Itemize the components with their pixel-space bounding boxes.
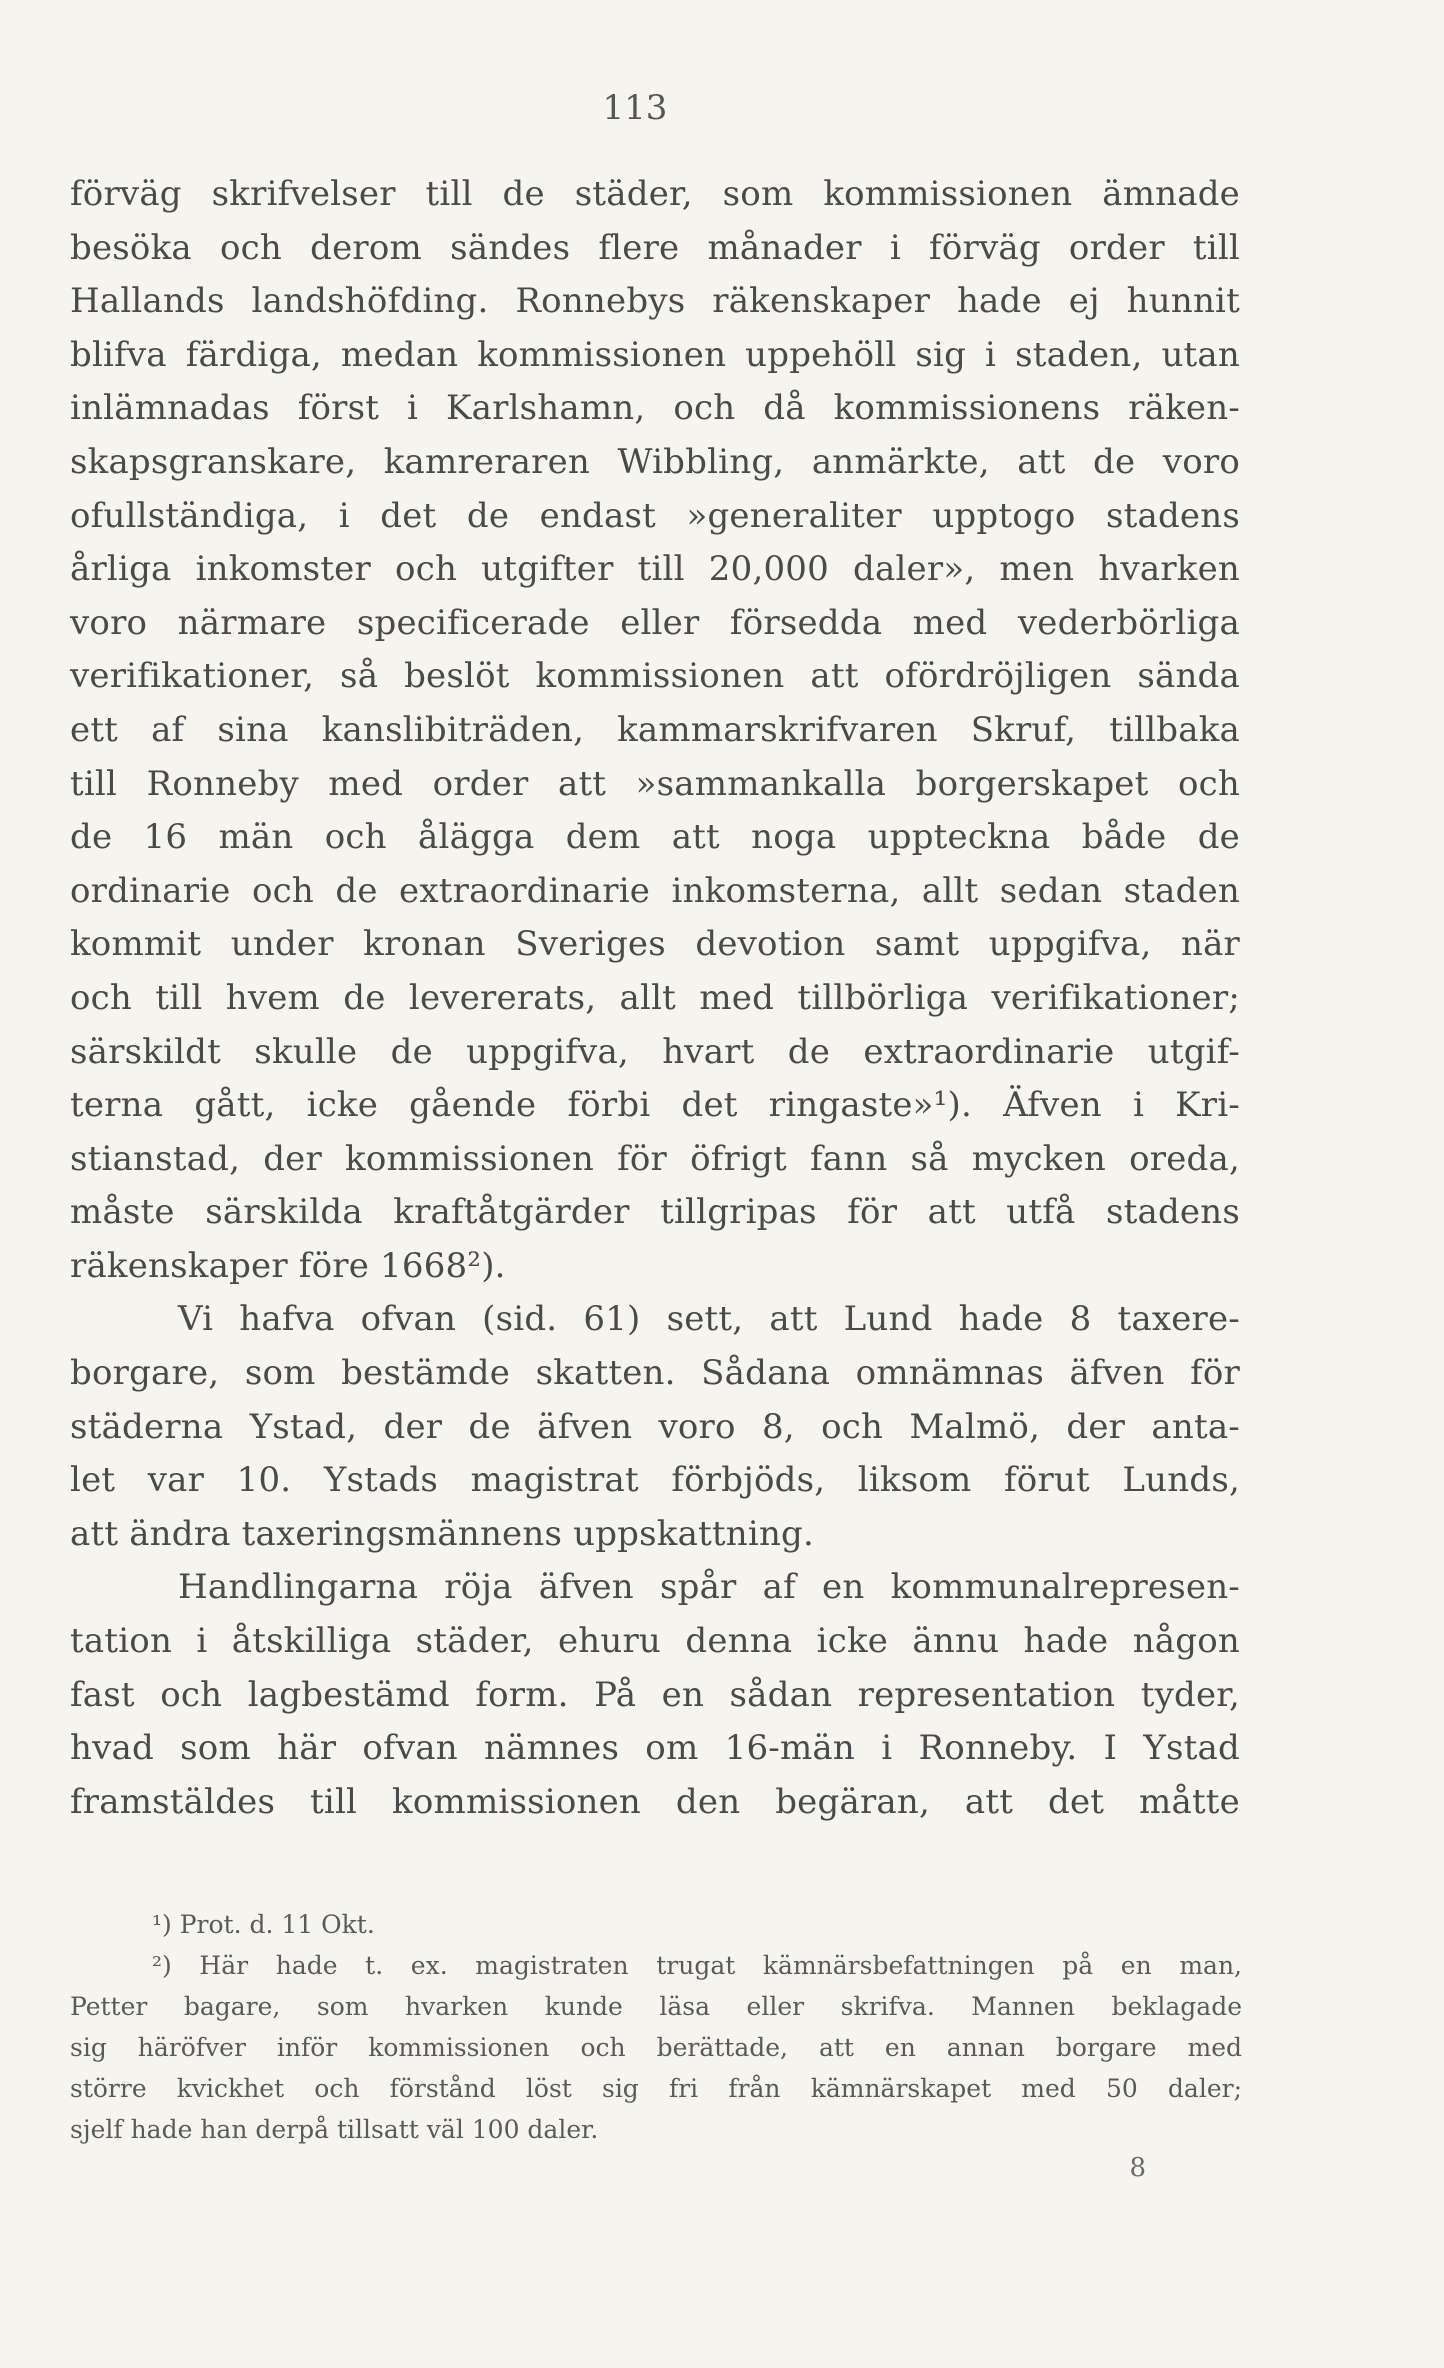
- text-line: framstäldes till kommissionen den begäran, att det måtte: [70, 1781, 1240, 1822]
- text-line: tation i åtskilliga städer, ehuru denna icke ännu hade någon: [70, 1621, 1240, 1662]
- text-line: Vi hafva ofvan (sid. 61) sett, att Lund hade 8 taxere-: [178, 1299, 1240, 1340]
- text-line: stianstad, der kommissionen för öfrigt fann så mycken oreda,: [70, 1138, 1240, 1179]
- text-line: ett af sina kanslibiträden, kammarskrifvaren Skruf, tillbaka: [70, 709, 1240, 750]
- text-line: kommit under kronan Sveriges devotion samt uppgifva, när: [70, 924, 1240, 965]
- body-text: [70, 168, 1240, 1829]
- footnote-line: sig häröfver inför kommissionen och berättade, att en annan borgare med: [70, 2033, 1242, 2062]
- text-line: borgare, som bestämde skatten. Sådana omnämnas äfven för: [70, 1353, 1240, 1394]
- text-line: årliga inkomster och utgifter till 20,000 daler», men hvarken: [70, 549, 1240, 590]
- text-line: de 16 män och ålägga dem att noga uppteckna både de: [70, 817, 1240, 858]
- text-line: besöka och derom sändes flere månader i förväg order till: [70, 227, 1240, 268]
- text-line: hvad som här ofvan nämnes om 16-män i Ronneby. I Ystad: [70, 1728, 1240, 1769]
- text-line: fast och lagbestämd form. På en sådan representation tyder,: [70, 1674, 1240, 1715]
- text-line: Hallands landshöfding. Ronnebys räkenskaper hade ej hunnit: [70, 281, 1240, 322]
- text-line: städerna Ystad, der de äfven voro 8, och Malmö, der anta-: [70, 1406, 1240, 1447]
- footnote-line: större kvickhet och förstånd löst sig fri från kämnärskapet med 50 daler;: [70, 2074, 1242, 2103]
- text-line: ordinarie och de extraordinarie inkomsterna, allt sedan staden: [70, 870, 1240, 911]
- text-line: ofullständiga, i det de endast »generaliter upptogo stadens: [70, 495, 1240, 536]
- text-line: let var 10. Ystads magistrat förbjöds, liksom förut Lunds,: [70, 1460, 1240, 1501]
- text-line: inlämnadas först i Karlshamn, och då kommissionens räken-: [70, 388, 1240, 429]
- text-line: och till hvem de levererats, allt med tillbörliga verifikationer;: [70, 977, 1240, 1018]
- text-line: förväg skrifvelser till de städer, som kommissionen ämnade: [70, 174, 1240, 214]
- footnote-line: ²) Här hade t. ex. magistraten trugat kämnärsbefattningen på en man,: [152, 1951, 1242, 1980]
- text-line: skapsgranskare, kamreraren Wibbling, anmärkte, att de voro: [70, 441, 1240, 482]
- text-line: terna gått, icke gående förbi det ringaste»¹). Äfven i Kri-: [70, 1085, 1240, 1126]
- footnote-line: sjelf hade han derpå tillsatt väl 100 daler.: [70, 2115, 599, 2144]
- text-line: blifva färdiga, medan kommissionen uppehöll sig i staden, utan: [70, 334, 1240, 375]
- page-number: 113: [602, 88, 668, 128]
- text-line: räkenskaper före 1668²).: [70, 1245, 506, 1286]
- text-line: särskildt skulle de uppgifva, hvart de extraordinarie utgif-: [70, 1031, 1240, 1072]
- text-line: verifikationer, så beslöt kommissionen att ofördröjligen sända: [70, 656, 1240, 697]
- footnotes: [70, 1904, 1242, 2150]
- signature-mark: 8: [1129, 2153, 1146, 2183]
- footnote-line: Petter bagare, som hvarken kunde läsa eller skrifva. Mannen beklagade: [70, 1992, 1242, 2021]
- text-line: att ändra taxeringsmännens uppskattning.: [70, 1513, 815, 1554]
- text-line: Handlingarna röja äfven spår af en kommunalrepresen-: [178, 1567, 1240, 1608]
- footnote-line: ¹) Prot. d. 11 Okt.: [152, 1910, 375, 1939]
- text-line: måste särskilda kraftåtgärder tillgripas för att utfå stadens: [70, 1192, 1240, 1233]
- text-line: voro närmare specificerade eller försedda med vederbörliga: [70, 602, 1240, 643]
- text-line: till Ronneby med order att »sammankalla borgerskapet och: [70, 763, 1240, 804]
